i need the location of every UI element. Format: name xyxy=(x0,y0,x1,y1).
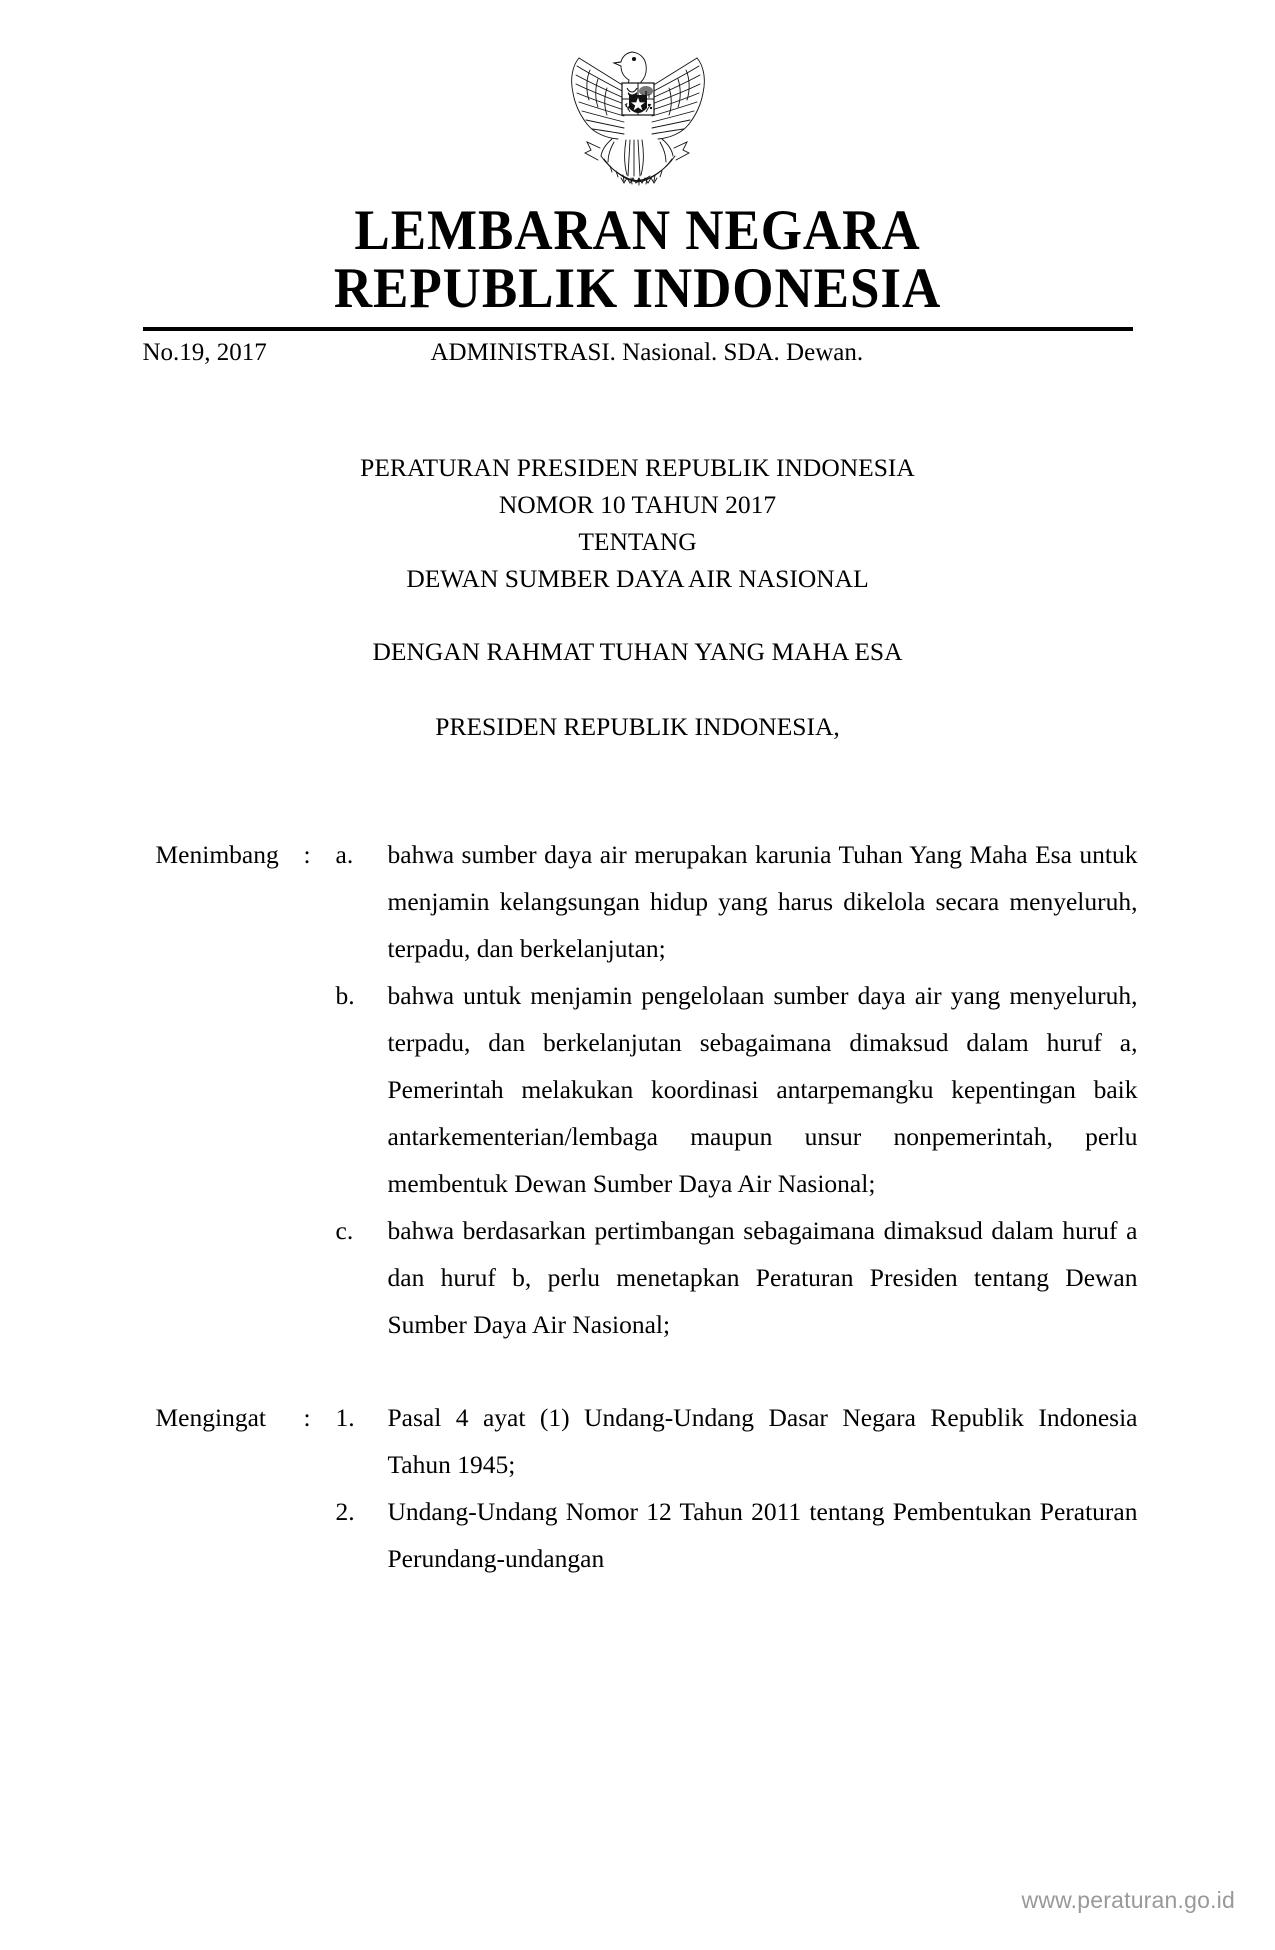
recalling-item-text-2: Undang-Undang Nomor 12 Tahun 2011 tentang Pembentukan Peraturan Perundang-undangan xyxy=(387,1497,1138,1574)
considering-item-text-c: bahwa berdasarkan pertimbangan sebagaimana dimaksud dalam huruf a dan huruf b, perlu menetapkan Peraturan Presiden tentang Dewan Sumber Daya Air Nasional; xyxy=(387,1216,1138,1340)
regulation-title-block xyxy=(0,449,1275,745)
divine-invocation: DENGAN RAHMAT TUHAN YANG MAHA ESA xyxy=(372,637,903,667)
considering-item-list xyxy=(336,831,1138,1348)
list-item xyxy=(336,831,1138,972)
list-item xyxy=(336,1488,1138,1582)
considering-item-marker-c: c. xyxy=(335,1216,354,1246)
considering-item-text-a: bahwa sumber daya air merupakan karunia Tuhan Yang Maha Esa untuk menjamin kelangsungan hidup yang harus dikelola secara menyeluruh, terpadu, dan berkelanjutan; xyxy=(387,840,1138,964)
recalling-item-text-1: Pasal 4 ayat (1) Undang-Undang Dasar Negara Republik Indonesia Tahun 1945; xyxy=(387,1403,1138,1480)
body-top-spacer xyxy=(156,745,1138,831)
recalling-item-marker-2: 2. xyxy=(335,1497,355,1527)
considering-label: Menimbang xyxy=(155,840,279,870)
recalling-clause xyxy=(156,1394,1138,1582)
gazette-title-line-2: REPUBLIK INDONESIA xyxy=(333,257,942,321)
considering-clause xyxy=(156,831,1138,1348)
considering-colon: : xyxy=(303,840,311,870)
recalling-item-list xyxy=(336,1394,1138,1582)
gazette-title xyxy=(45,199,1231,321)
list-item xyxy=(336,972,1138,1207)
list-item xyxy=(336,1207,1138,1348)
section-gap xyxy=(156,1348,1138,1394)
considering-item-text-b: bahwa untuk menjamin pengelolaan sumber daya air yang menyeluruh, terpadu, dan berkelanjutan sebagaimana dimaksud dalam huruf a, Pemerintah melakukan koordinasi antarpemangku kepentingan baik antarkementerian/lembaga maupun unsur nonpemerintah, perlu membentuk Dewan Sumber Daya Air Nasional; xyxy=(387,981,1138,1199)
considering-item-marker-a: a. xyxy=(335,840,354,870)
considering-item-marker-b: b. xyxy=(335,981,355,1011)
gazette-subject-keywords: ADMINISTRASI. Nasional. SDA. Dewan. xyxy=(430,339,864,367)
regulation-about-label: TENTANG xyxy=(578,527,697,557)
garuda-pancasila-emblem xyxy=(554,36,722,188)
regulation-authority: PERATURAN PRESIDEN REPUBLIK INDONESIA xyxy=(360,453,915,483)
masthead xyxy=(0,0,1275,321)
title-spacer-2 xyxy=(0,670,1275,708)
gazette-reference-row xyxy=(143,337,1133,371)
regulation-body xyxy=(138,745,1138,1582)
issuing-authority: PRESIDEN REPUBLIK INDONESIA, xyxy=(435,712,840,742)
regulation-subject: DEWAN SUMBER DAYA AIR NASIONAL xyxy=(406,564,869,594)
masthead-divider xyxy=(143,327,1133,331)
regulation-number: NOMOR 10 TAHUN 2017 xyxy=(498,490,777,520)
gazette-number: No.19, 2017 xyxy=(142,339,267,367)
recalling-item-marker-1: 1. xyxy=(335,1403,355,1433)
recalling-label: Mengingat xyxy=(155,1403,266,1433)
recalling-colon: : xyxy=(303,1403,311,1433)
title-spacer-1 xyxy=(0,597,1275,633)
footer-watermark: www.peraturan.go.id xyxy=(1021,1887,1235,1913)
list-item xyxy=(336,1394,1138,1488)
gazette-title-line-1: LEMBARAN NEGARA xyxy=(354,199,921,262)
